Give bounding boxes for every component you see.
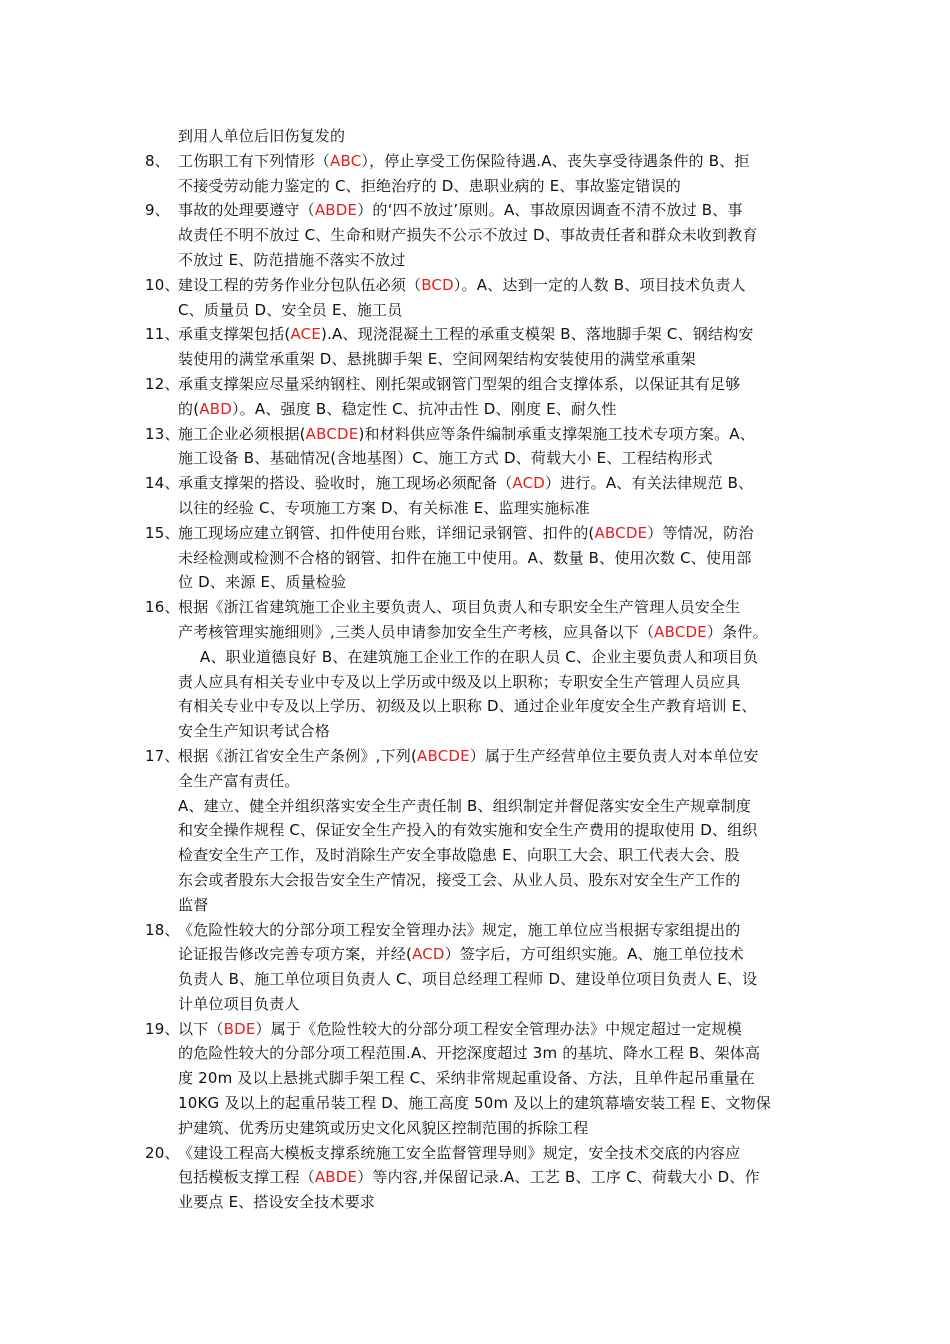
text-segment: 业要点 E、搭设安全技术要求	[178, 1193, 376, 1212]
text-segment: 根据《浙江省建筑施工企业主要负责人、项目负责人和专职安全生产管理人员安全生	[178, 598, 741, 617]
text-segment: 包括模板支撑工程（	[178, 1168, 315, 1187]
text-line	[178, 769, 813, 794]
text-segment: 全生产富有责任。	[178, 771, 300, 790]
text-line	[178, 1066, 813, 1091]
text-segment: 根据《浙江省安全生产条例》,下列(	[178, 746, 418, 765]
question-item	[145, 372, 813, 422]
text-segment: ），停止享受工伤保险待遇.A、丧失享受待遇条件的 B、拒	[361, 151, 750, 170]
text-line	[178, 1165, 813, 1190]
text-line	[178, 124, 813, 149]
text-segment: 和安全操作规程 C、保证安全生产投入的有效实施和安全生产费用的提取使用 D、组织	[178, 821, 758, 840]
text-segment: C、质量员 D、安全员 E、施工员	[178, 300, 403, 319]
text-segment: 有相关专业中专及以上学历、初级及以上职称 D、通过企业年度安全生产教育培训 E、	[178, 697, 757, 716]
text-segment: ).A、现浇混凝土工程的承重支模架 B、落地脚手架 C、钢结构安	[321, 325, 754, 344]
answer-key: ABCDE	[305, 424, 359, 443]
text-segment: 以下（	[178, 1019, 224, 1038]
text-line	[178, 967, 813, 992]
text-line	[178, 1116, 813, 1141]
answer-key: ABDE	[314, 1168, 358, 1187]
text-segment: 责人应具有相关专业中专及以上学历或中级及以上职称；专职安全生产管理人员应具	[178, 672, 741, 691]
text-segment: ）。A、达到一定的人数 B、项目技术负责人	[453, 275, 746, 294]
text-segment: 《建设工程高大模板支撑系统施工安全监督管理导则》规定，安全技术交底的内容应	[178, 1143, 741, 1162]
text-segment: 工伤职工有下列情形（	[178, 151, 331, 170]
text-line	[178, 620, 813, 645]
text-segment: 未经检测或检测不合格的钢管、扣件在施工中使用。A、数量 B、使用次数 C、使用部	[178, 548, 752, 567]
text-segment: ）等内容,并保留记录.A、工艺 B、工序 C、荷载大小 D、作	[357, 1168, 760, 1187]
answer-key: ABCDE	[417, 746, 470, 765]
question-item	[145, 1017, 813, 1141]
text-line	[178, 273, 813, 298]
text-segment: 承重支撑架包括(	[178, 325, 291, 344]
question-item	[145, 422, 813, 472]
question-list	[145, 124, 813, 1215]
text-line	[178, 298, 813, 323]
text-segment: 东会或者股东大会报告安全生产情况，接受工会、从业人员、股东对安全生产工作的	[178, 870, 741, 889]
question-number: 15、	[145, 523, 180, 542]
text-segment: ）等情况，防治	[647, 523, 754, 542]
text-segment: 装使用的满堂承重架 D、悬挑脚手架 E、空间网架结构安装使用的满堂承重架	[178, 350, 696, 369]
question-item	[145, 322, 813, 372]
text-line	[178, 893, 813, 918]
text-segment: 到用人单位后旧伤复发的	[178, 127, 346, 145]
text-segment: ）属于《危险性较大的分部分项工程安全管理办法》中规定超过一定规模	[255, 1019, 742, 1038]
text-segment: A、职业道德良好 B、在建筑施工企业工作的在职人员 C、企业主要负责人和项目负	[200, 647, 759, 666]
text-line	[178, 422, 813, 447]
text-segment: ）属于生产经营单位主要负责人对本单位安	[469, 746, 759, 765]
text-line	[178, 570, 813, 595]
answer-key: ACE	[290, 325, 322, 344]
question-number: 16、	[145, 598, 180, 617]
text-line	[178, 719, 813, 744]
text-line	[178, 595, 813, 620]
text-line	[178, 918, 813, 943]
text-line	[178, 1017, 813, 1042]
text-line	[178, 992, 813, 1017]
text-line	[178, 546, 813, 571]
text-line	[178, 670, 813, 695]
text-line	[178, 1141, 813, 1166]
text-segment: 度 20m 及以上悬挑式脚手架工程 C、采纳非常规起重设备、方法，且单件起吊重量在	[178, 1069, 755, 1088]
text-line	[178, 521, 813, 546]
question-item	[145, 744, 813, 918]
text-segment: 建设工程的劳务作业分包队伍必须（	[178, 275, 422, 294]
text-segment: 施工设备 B、基础情况(含地基图）C、施工方式 D、荷载大小 E、工程结构形式	[178, 449, 713, 468]
text-segment: 施工企业必须根据(	[178, 424, 306, 443]
text-line	[178, 397, 813, 422]
text-line	[178, 223, 813, 248]
question-item	[145, 198, 813, 272]
text-segment: 监督	[178, 895, 209, 914]
text-segment: ）的‘四不放过’原则。A、事故原因调查不清不放过 B、事	[357, 201, 743, 220]
question-number: 8、	[145, 151, 170, 170]
question-item	[145, 521, 813, 595]
question-item	[145, 595, 813, 744]
text-segment: 检查安全生产工作，及时消除生产安全事故隐患 E、向职工大会、职工代表大会、股	[178, 846, 740, 865]
text-segment: A、建立、健全并组织落实安全生产责任制 B、组织制定并督促落实安全生产规章制度	[178, 796, 752, 815]
answer-key: ABDE	[314, 201, 358, 220]
text-segment: 负责人 B、施工单位项目负责人 C、项目总经理工程师 D、建设单位项目负责人 E、设	[178, 970, 758, 989]
text-segment: 不放过 E、防范措施不落实不放过	[178, 250, 406, 269]
question-number: 12、	[145, 374, 180, 393]
answer-key: BDE	[223, 1019, 256, 1038]
text-segment: 计单位项目负责人	[178, 994, 300, 1013]
question-item	[145, 124, 813, 149]
text-line	[178, 372, 813, 397]
text-line	[178, 645, 813, 670]
text-segment: 《危险性较大的分部分项工程安全管理办法》规定，施工单位应当根据专家组提出的	[178, 920, 741, 939]
text-line	[178, 149, 813, 174]
text-segment: 施工现场应建立钢管、扣件使用台账，详细记录钢管、扣件的(	[178, 523, 595, 542]
question-number: 19、	[145, 1019, 180, 1038]
text-segment: 的(	[178, 399, 200, 418]
text-segment: ）进行。A、有关法律规范 B、	[545, 474, 754, 493]
text-segment: 论证报告修改完善专项方案，并经(	[178, 945, 413, 964]
text-line	[178, 248, 813, 273]
answer-key: BCD	[421, 275, 454, 294]
question-number: 11、	[145, 325, 180, 344]
answer-key: ABC	[330, 151, 362, 170]
text-segment: 承重支撑架的搭设、验收时，施工现场必须配备（	[178, 474, 513, 493]
text-segment: ）条件。	[706, 622, 768, 641]
text-segment: 不接受劳动能力鉴定的 C、拒绝治疗的 D、患职业病的 E、事故鉴定错误的	[178, 176, 682, 195]
question-item	[145, 918, 813, 1017]
text-segment: 的危险性较大的分部分项工程范围.A、开挖深度超过 3m 的基坑、降水工程 B、架体高	[178, 1044, 761, 1063]
question-item	[145, 149, 813, 199]
text-line	[178, 347, 813, 372]
question-item	[145, 471, 813, 521]
question-number: 14、	[145, 474, 180, 493]
text-line	[178, 174, 813, 199]
question-number: 18、	[145, 920, 180, 939]
answer-key: ACD	[512, 474, 546, 493]
question-number: 20、	[145, 1143, 180, 1162]
answer-key: ACD	[412, 945, 445, 964]
answer-key: ABD	[199, 399, 232, 418]
text-line	[178, 694, 813, 719]
text-line	[178, 744, 813, 769]
question-item	[145, 273, 813, 323]
text-line	[178, 471, 813, 496]
text-line	[178, 818, 813, 843]
text-segment: 产考核管理实施细则》,三类人员申请参加安全生产考核，应具备以下（	[178, 622, 655, 641]
text-line	[178, 322, 813, 347]
text-line	[178, 1091, 813, 1116]
text-segment: ）签字后，方可组织实施。A、施工单位技术	[444, 945, 744, 964]
text-segment: 安全生产知识考试合格	[178, 722, 331, 741]
question-item	[145, 1141, 813, 1215]
text-segment: 10KG 及以上的起重吊装工程 D、施工高度 50m 及以上的建筑幕墙安装工程 E、文物保	[178, 1094, 772, 1113]
text-segment: 事故的处理要遵守（	[178, 201, 315, 220]
text-line	[178, 794, 813, 819]
text-line	[178, 446, 813, 471]
text-line	[178, 198, 813, 223]
question-number: 10、	[145, 275, 180, 294]
text-segment: 护建筑、优秀历史建筑或历史文化风貌区控制范围的拆除工程	[178, 1118, 589, 1137]
text-segment: 承重支撑架应尽量采纳钢柱、刚托架或钢管门型架的组合支撑体系，以保证其有足够	[178, 374, 741, 393]
text-segment: )和材料供应等条件编制承重支撑架施工技术专项方案。A、	[358, 424, 755, 443]
answer-key: ABCDE	[654, 622, 707, 641]
question-number: 13、	[145, 424, 180, 443]
answer-key: ABCDE	[594, 523, 648, 542]
text-line	[178, 496, 813, 521]
text-line	[178, 1190, 813, 1215]
text-line	[178, 1041, 813, 1066]
question-number: 17、	[145, 746, 180, 765]
text-segment: ）。A、强度 B、稳定性 C、抗冲击性 D、刚度 E、耐久性	[231, 399, 617, 418]
text-segment: 位 D、来源 E、质量检验	[178, 573, 347, 592]
text-line	[178, 942, 813, 967]
text-segment: 故责任不明不放过 C、生命和财产损失不公示不放过 D、事故责任者和群众未收到教育	[178, 226, 758, 245]
text-line	[178, 843, 813, 868]
text-segment: 以往的经验 C、专项施工方案 D、有关标准 E、监理实施标准	[178, 498, 590, 517]
question-number: 9、	[145, 201, 170, 220]
text-line	[178, 868, 813, 893]
